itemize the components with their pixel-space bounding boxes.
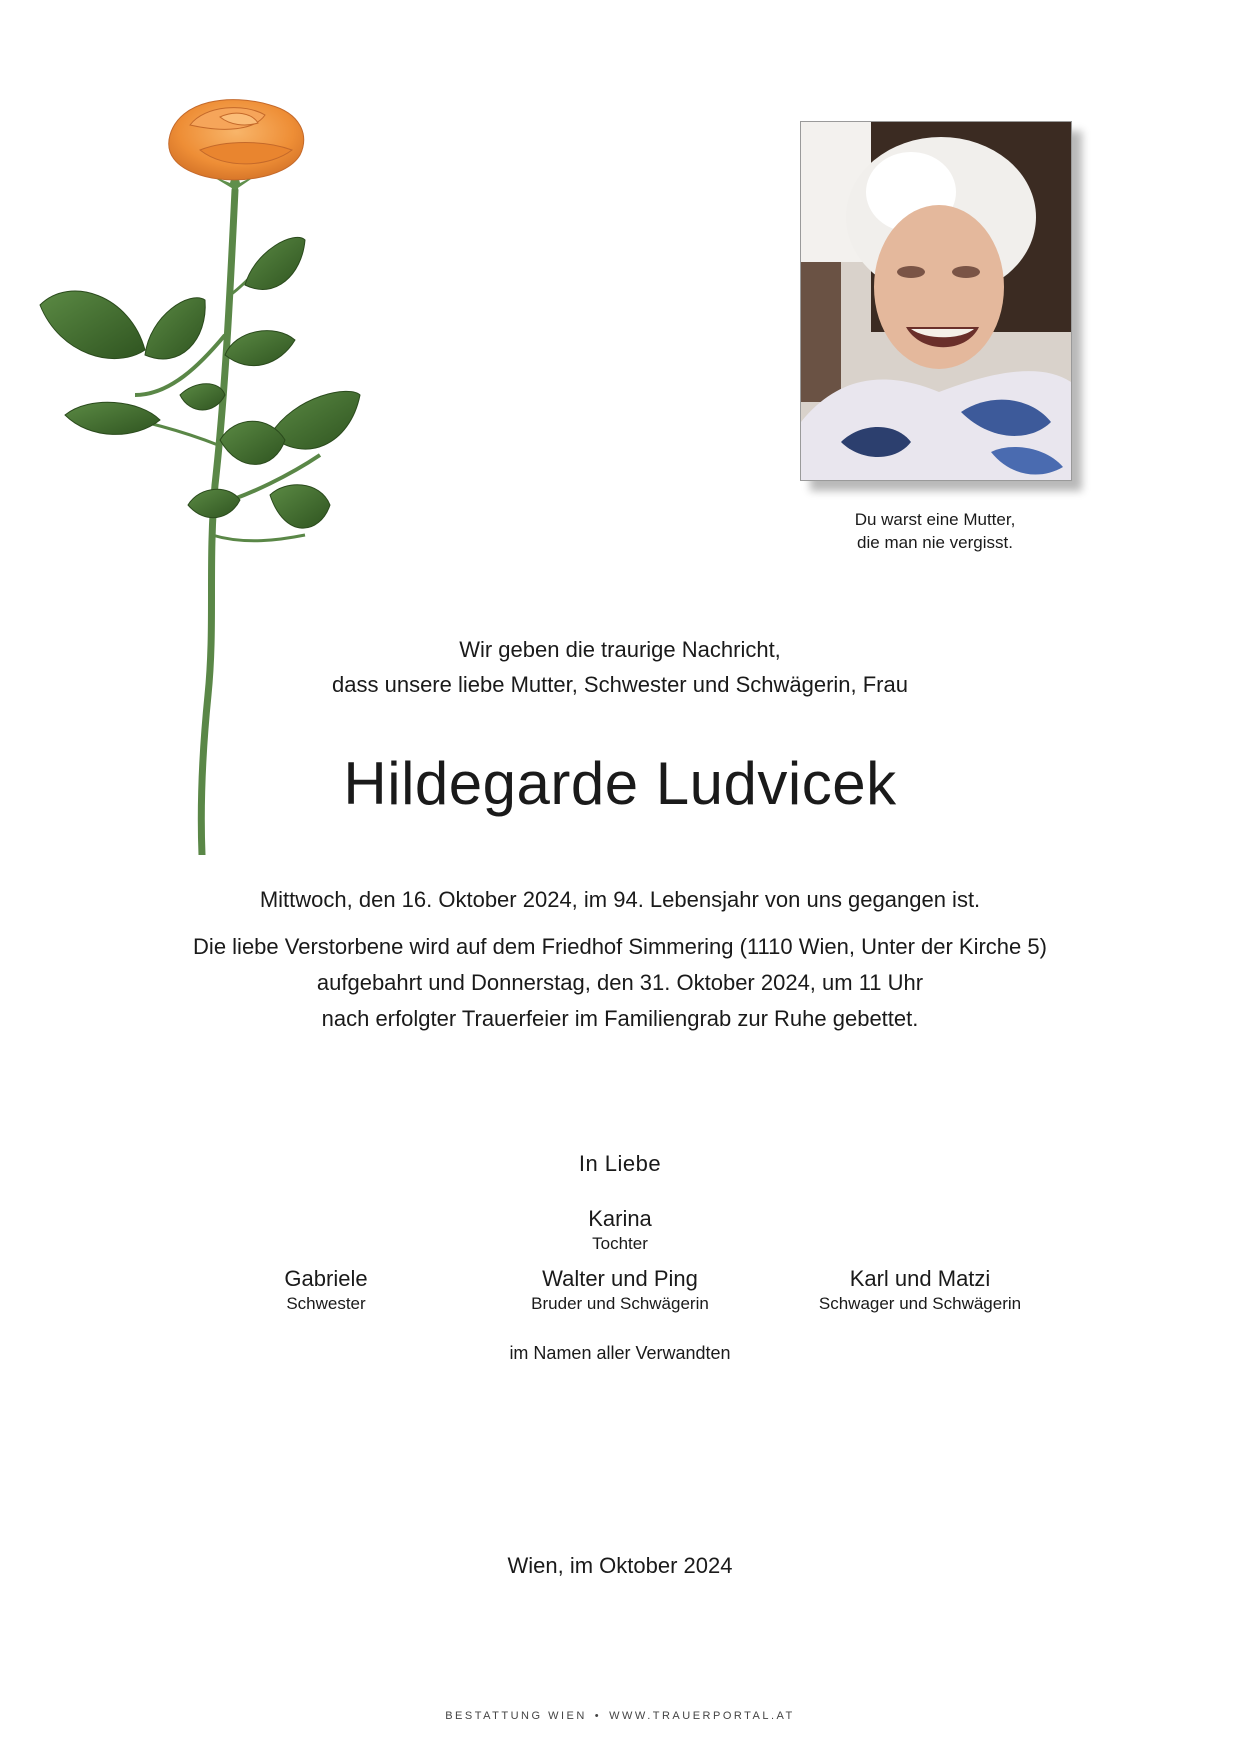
- mourner-name: Gabriele: [284, 1266, 368, 1291]
- mourner-relation: Tochter: [592, 1234, 648, 1253]
- footer-separator: •: [594, 1710, 602, 1722]
- mourner-karina: [460, 1205, 780, 1255]
- burial-line-3: nach erfolgter Trauerfeier im Familiengrab zur Ruhe gebettet.: [321, 1006, 919, 1031]
- footer: [0, 1710, 1240, 1722]
- mourner-name: Walter und Ping: [542, 1266, 698, 1291]
- mourner-relation: Bruder und Schwägerin: [531, 1294, 709, 1313]
- intro-line-1: Wir geben die traurige Nachricht,: [459, 637, 781, 662]
- death-notice-line: Mittwoch, den 16. Oktober 2024, im 94. Lebensjahr von uns gegangen ist.: [259, 887, 981, 912]
- mourner-karl-und-matzi: [760, 1265, 1080, 1315]
- footer-company: BESTATTUNG WIEN: [445, 1710, 587, 1722]
- mourner-relation: Schwester: [286, 1294, 366, 1313]
- portrait-image: [801, 122, 1071, 480]
- on-behalf-of-relatives: im Namen aller Verwandten: [509, 1343, 731, 1363]
- burial-information: [0, 929, 1240, 1037]
- announcement-intro: [0, 632, 1240, 702]
- rose-leaves: [40, 237, 360, 528]
- rose-bloom: [169, 100, 304, 180]
- mourner-walter-und-ping: [460, 1265, 780, 1315]
- mourner-name: Karl und Matzi: [849, 1266, 991, 1291]
- burial-line-1: Die liebe Verstorbene wird auf dem Friedhof Simmering (1110 Wien, Unter der Kirche 5): [193, 934, 1047, 959]
- photo-caption-line-2: die man nie vergisst.: [857, 533, 1013, 552]
- deceased-name: Hildegarde Ludvicek: [343, 750, 897, 817]
- rose-illustration: [30, 95, 410, 855]
- burial-line-2: aufgebahrt und Donnerstag, den 31. Oktober 2024, um 11 Uhr: [316, 970, 924, 995]
- mourner-relation: Schwager und Schwägerin: [818, 1294, 1022, 1313]
- footer-website-link[interactable]: WWW.TRAUERPORTAL.AT: [609, 1710, 795, 1722]
- intro-line-2: dass unsere liebe Mutter, Schwester und Schwägerin, Frau: [332, 672, 908, 697]
- photo-caption: [800, 508, 1070, 554]
- place-and-date: Wien, im Oktober 2024: [507, 1553, 733, 1578]
- photo-caption-line-1: Du warst eine Mutter,: [854, 510, 1016, 529]
- portrait-photo: [800, 121, 1072, 481]
- mourners-heading: In Liebe: [578, 1151, 662, 1176]
- mourner-gabriele: [166, 1265, 486, 1315]
- mourner-name: Karina: [588, 1206, 652, 1231]
